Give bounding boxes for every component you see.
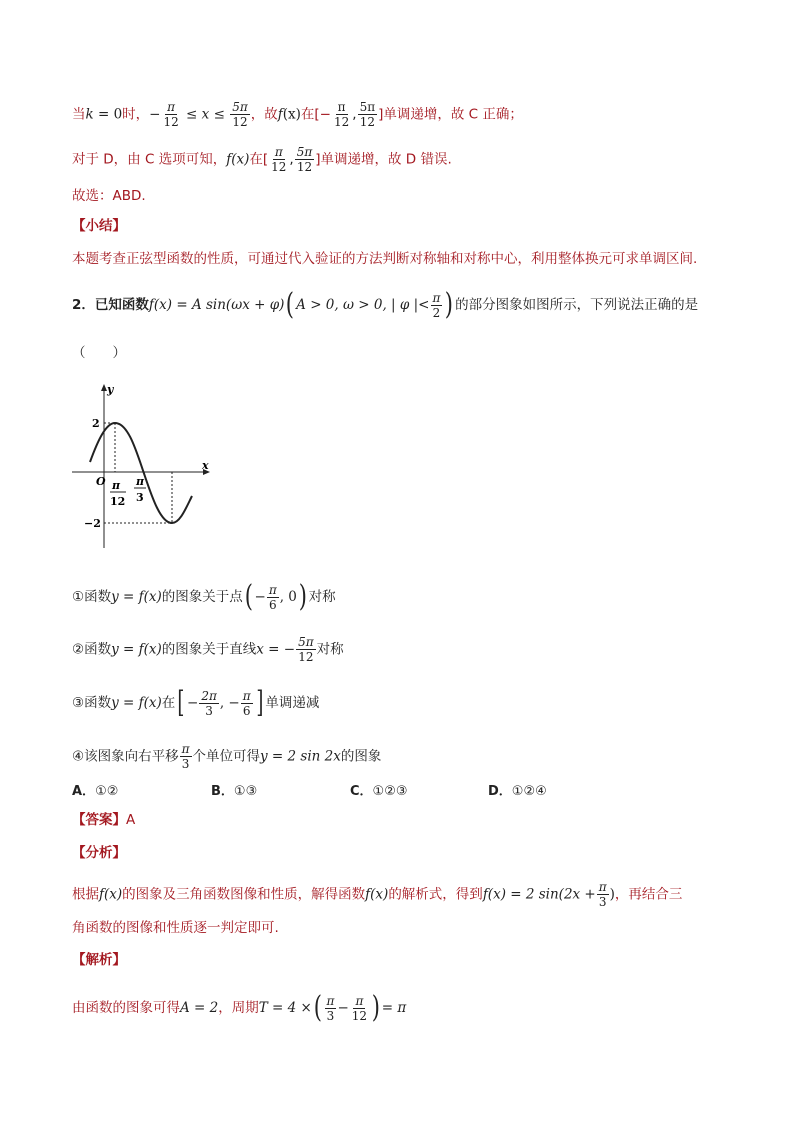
option-d[interactable]: D．①②④ <box>488 784 547 799</box>
answer-value: A <box>126 812 136 828</box>
question-2-stem: 2．已知函数f(x) = A sin(ωx + φ)( A > 0, ω > 0, | φ |< $\frac{\pi}{2}$ ) 的部分图象如图所示，下列说法正确的是 <box>72 287 699 322</box>
option-a[interactable]: A．①② <box>72 784 119 799</box>
statement-3: ③函数y = f(x)在[ − $\frac{2\pi}{3}$ , − $\frac{\pi}{6}$ ] 单调递减 <box>72 685 320 720</box>
sine-graph <box>70 378 220 553</box>
d-option-line: 对于 D，由 C 选项可知，f(x)在[ $\frac{\pi}{12}$ , $\frac{5\pi}{12}$ ]单调递增，故 D 错误. <box>72 145 452 174</box>
summary-heading: 【小结】 <box>72 218 126 234</box>
statement-2: ②函数y = f(x)的图象关于直线x = − $\frac{5\pi}{12}$ 对称 <box>72 635 344 664</box>
answer-line <box>72 810 135 830</box>
analysis-line-1: 根据f(x)的图象及三角函数图像和性质，解得函数f(x)的解析式，得到f(x) = 2 sin(2x + $\frac{\pi}{3}$ )，再结合三 <box>72 880 683 909</box>
statement-1: ①函数y = f(x)的图象关于点( − $\frac{\pi}{6}$ , 0) 对称 <box>72 579 336 614</box>
tick-pi3-num: π <box>136 475 145 488</box>
origin-label: O <box>96 475 106 488</box>
y-max-label: 2 <box>92 417 100 430</box>
answer-heading: 【答案】 <box>72 812 126 828</box>
statement-4: ④该图象向右平移 $\frac{\pi}{3}$ 个单位可得y = 2 sin 2x的图象 <box>72 742 382 771</box>
tick-pi3-den: 3 <box>136 491 144 504</box>
solution-line-1: 由函数的图象可得A = 2，周期T = 4 ×( $\frac{\pi}{3}$ − $\frac{\pi}{12}$ ) = π <box>72 990 407 1025</box>
solution-heading: 【解析】 <box>72 952 126 968</box>
option-b[interactable]: B．①③ <box>211 784 258 799</box>
analysis-line-2: 角函数的图像和性质逐一判定即可. <box>72 920 279 936</box>
c-option-line: 当k = 0时，− $\frac{\pi}{12}$ ≤ x ≤ $\frac{5\pi}{12}$ ，故f(x)在[− $\frac{\pi}{12}$ , $\frac{5\pi}{12}$ ]单调递增，故 C 正确； <box>72 100 523 129</box>
sine-curve <box>90 423 192 523</box>
question-2-blank: （ ） <box>72 345 126 361</box>
analysis-heading: 【分析】 <box>72 845 126 861</box>
tick-pi12-num: π <box>112 479 121 492</box>
y-axis-label: y <box>107 383 114 396</box>
option-c[interactable]: C．①②③ <box>350 784 408 799</box>
y-min-label: −2 <box>84 517 101 530</box>
final-choice: 故选：ABD. <box>72 188 146 204</box>
x-axis-label: x <box>202 459 209 472</box>
summary-text: 本题考查正弦型函数的性质，可通过代入验证的方法判断对称轴和对称中心，利用整体换元可求单调区间. <box>72 251 698 267</box>
tick-pi12-den: 12 <box>110 495 126 508</box>
